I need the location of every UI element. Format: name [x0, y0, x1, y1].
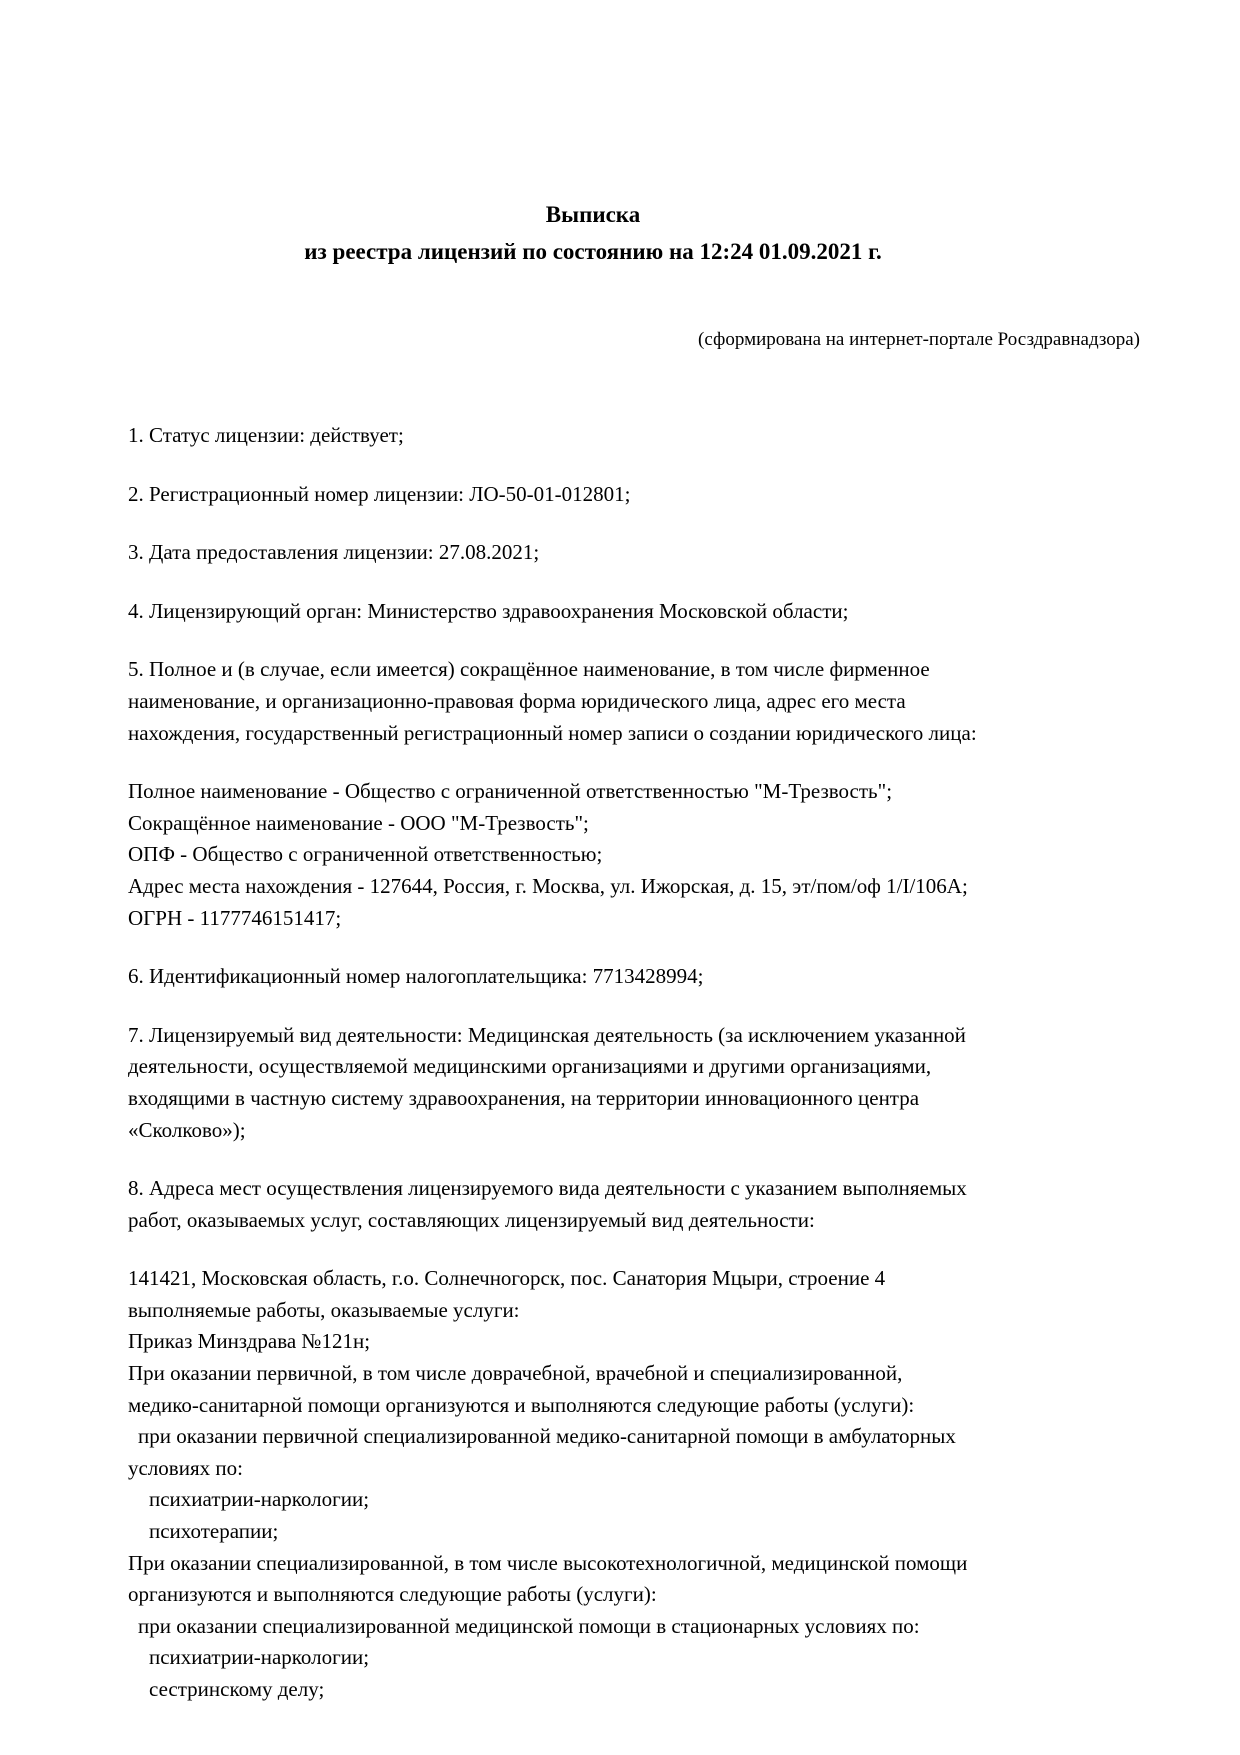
text-line: ОГРН - 1177746151417;: [128, 905, 342, 930]
text-line: при оказании первичной специализированной медико-санитарной помощи в амбулаторных: [138, 1424, 956, 1449]
text-line: работ, оказываемых услуг, составляющих лицензируемый вид деятельности:: [128, 1207, 815, 1232]
text-line: 141421, Московская область, г.о. Солнечногорск, пос. Санатория Мцыри, строение 4: [128, 1266, 886, 1291]
text-line: сестринскому делу;: [149, 1677, 325, 1701]
paragraph: [128, 420, 1140, 452]
text-line: ОПФ - Общество с ограниченной ответственностью;: [128, 842, 603, 867]
paragraph: [128, 1020, 1140, 1146]
text-line: 3. Дата предоставления лицензии: 27.08.2021;: [128, 540, 540, 565]
document-content: [0, 196, 1240, 1706]
text-line: 4. Лицензирующий орган: Министерство здравоохранения Московской области;: [128, 598, 849, 623]
text-line: при оказании специализированной медицинской помощи в стационарных условиях по:: [138, 1613, 920, 1638]
text-line: 2. Регистрационный номер лицензии: ЛО-50-01-012801;: [128, 481, 631, 506]
text-line: психотерапии;: [149, 1519, 279, 1544]
text-line: 8. Адреса мест осуществления лицензируемого вида деятельности с указанием выполняемых: [128, 1176, 967, 1201]
title-line-2: из реестра лицензий по состоянию на 12:24 01.09.2021 г.: [304, 239, 882, 264]
paragraph: [128, 1173, 1140, 1236]
text-line: выполняемые работы, оказываемые услуги:: [128, 1297, 520, 1322]
text-line: Сокращённое наименование - ООО "М-Трезвость";: [128, 810, 589, 835]
paragraph: [128, 654, 1140, 749]
text-line: 5. Полное и (в случае, если имеется) сокращённое наименование, в том числе фирменное: [128, 657, 930, 682]
text-line: условиях по:: [128, 1455, 243, 1480]
text-line: Адрес места нахождения - 127644, Россия, г. Москва, ул. Ижорская, д. 15, эт/пом/оф 1/I/106А;: [128, 873, 968, 898]
text-line: нахождения, государственный регистрационный номер записи о создании юридического лица:: [128, 720, 977, 745]
generated-note: (сформирована на интернет-портале Росздравнадзора): [698, 329, 1140, 350]
text-line: 6. Идентификационный номер налогоплательщика: 7713428994;: [128, 964, 704, 989]
text-line: наименование, и организационно-правовая форма юридического лица, адрес его места: [128, 688, 906, 713]
text-line: Приказ Минздрава №121н;: [128, 1329, 371, 1354]
text-line: организуются и выполняются следующие работы (услуги):: [128, 1582, 657, 1607]
paragraph: [128, 961, 1140, 993]
text-line: психиатрии-наркологии;: [149, 1645, 370, 1670]
paragraph: [128, 537, 1140, 569]
text-line: При оказании специализированной, в том числе высокотехнологичной, медицинской помощи: [128, 1550, 968, 1575]
text-line: входящими в частную систему здравоохранения, на территории инновационного центра: [128, 1085, 920, 1110]
document-body: [128, 420, 1140, 1706]
text-line: 7. Лицензируемый вид деятельности: Медицинская деятельность (за исключением указанной: [128, 1022, 966, 1047]
paragraph: [128, 1263, 1140, 1705]
text-line: медико-санитарной помощи организуются и выполняются следующие работы (услуги):: [128, 1392, 915, 1417]
text-line: Полное наименование - Общество с ограниченной ответственностью "М-Трезвость";: [128, 779, 893, 804]
paragraph: [128, 776, 1140, 934]
text-line: психиатрии-наркологии;: [149, 1487, 370, 1512]
title-line-1: Выписка: [545, 202, 641, 227]
paragraph: [128, 596, 1140, 628]
text-line: деятельности, осуществляемой медицинскими организациями и другими организациями,: [128, 1054, 932, 1079]
paragraph: [128, 479, 1140, 511]
text-line: «Сколково»);: [128, 1117, 246, 1142]
text-line: При оказании первичной, в том числе доврачебной, врачебной и специализированной,: [128, 1361, 903, 1386]
document-title: [128, 196, 1140, 270]
text-line: 1. Статус лицензии: действует;: [128, 423, 404, 447]
